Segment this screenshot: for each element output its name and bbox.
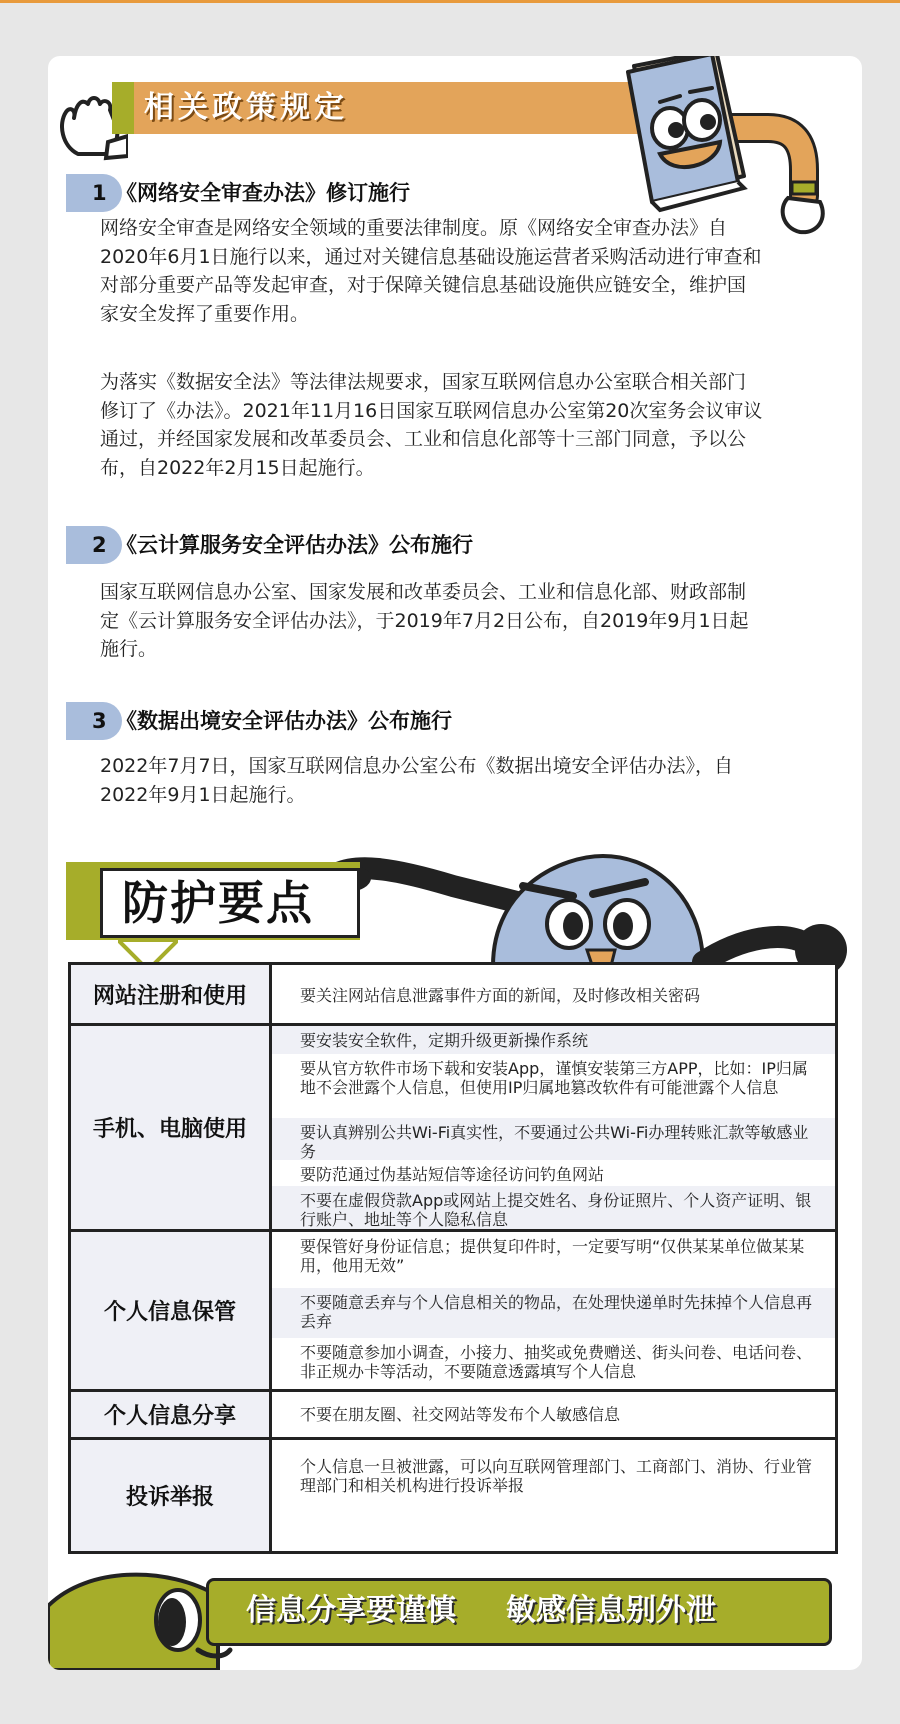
section-paragraph: 网络安全审查是网络安全领域的重要法律制度。原《网络安全审查办法》自2020年6月1日施行以来，通过对关键信息基础设施运营者采购活动进行审查和对部分重要产品等发起审查，对于保障关键信息基础设施供应链安全，维护国家安全发挥了重要作用。 (100, 217, 762, 325)
top-accent-bar (0, 0, 900, 3)
row-item: 不要随意丢弃与个人信息相关的物品，在处理快递单时先抹掉个人信息再丢弃 (272, 1288, 835, 1338)
row-item: 要关注网站信息泄露事件方面的新闻，及时修改相关密码 (300, 986, 701, 1005)
section-title: 《云计算服务安全评估办法》公布施行 (116, 533, 473, 557)
row-item: 要安装安全软件，定期升级更新操作系统 (272, 1026, 835, 1054)
content-card (48, 56, 862, 1670)
ribbon-accent (112, 82, 134, 134)
row-category: 个人信息分享 (71, 1392, 272, 1437)
section-number: 1 (92, 181, 107, 205)
row-item: 不要随意参加小调查，小接力、抽奖或免费赠送、街头问卷、电话问卷、非正规办卡等活动，不要随意透露填写个人信息 (300, 1343, 813, 1381)
section-number: 2 (92, 533, 107, 557)
protection-table (68, 962, 838, 1554)
row-item: 不要在朋友圈、社交网站等发布个人敏感信息 (300, 1405, 621, 1424)
book-mascot-icon (620, 56, 760, 216)
row-item: 要保管好身份证信息；提供复印件时，一定要写明“仅供某某单位做某某用，他用无效” (300, 1237, 805, 1275)
footer-slogans (246, 1582, 766, 1640)
table-row (71, 1389, 835, 1437)
section-paragraph: 国家互联网信息办公室、国家发展和改革委员会、工业和信息化部、财政部制定《云计算服务安全评估办法》，于2019年7月2日公布，自2019年9月1日起施行。 (100, 581, 749, 660)
table-row (71, 1023, 835, 1229)
row-item: 个人信息一旦被泄露，可以向互联网管理部门、工商部门、消协、行业管理部门和相关机构进行投诉举报 (300, 1457, 813, 1495)
section-title: 《数据出境安全评估办法》公布施行 (116, 709, 452, 733)
row-category: 手机、电脑使用 (71, 1026, 272, 1229)
section-paragraph: 2022年7月7日，国家互联网信息办公室公布《数据出境安全评估办法》，自2022年9月1日起施行。 (100, 755, 734, 806)
row-item: 要从官方软件市场下载和安装App，谨慎安装第三方APP，比如：IP归属地不会泄露个人信息，但使用IP归属地篡改软件有可能泄露个人信息 (300, 1059, 808, 1097)
row-item: 不要在虚假贷款App或网站上提交姓名、身份证照片、个人资产证明、银行账户、地址等个人隐私信息 (272, 1186, 835, 1229)
row-category: 个人信息保管 (71, 1232, 272, 1389)
section-number: 3 (92, 709, 107, 733)
row-category: 网站注册和使用 (71, 965, 272, 1023)
slogan-text: 敏感信息别外泄 (506, 1593, 716, 1628)
section-title: 《网络安全审查办法》修订施行 (116, 181, 410, 205)
table-row (71, 1437, 835, 1551)
section-paragraph: 为落实《数据安全法》等法律法规要求，国家互联网信息办公室联合相关部门修订了《办法》。2021年11月16日国家互联网信息办公室第20次室务会议审议通过，并经国家发展和改革委员会、工业和信息化部等十三部门同意，予以公布，自2022年2月15日起施行。 (100, 371, 763, 479)
table-row (71, 1229, 835, 1389)
page-title: 相关政策规定 (144, 90, 348, 125)
row-category: 投诉举报 (71, 1440, 272, 1551)
table-row (71, 965, 835, 1023)
protection-title: 防护要点 (122, 876, 314, 930)
row-item: 要防范通过伪基站短信等途径访问钓鱼网站 (300, 1165, 605, 1184)
row-item: 要认真辨别公共Wi-Fi真实性，不要通过公共Wi-Fi办理转账汇款等敏感业务 (272, 1118, 835, 1160)
slogan-text: 信息分享要谨慎 (246, 1593, 456, 1628)
